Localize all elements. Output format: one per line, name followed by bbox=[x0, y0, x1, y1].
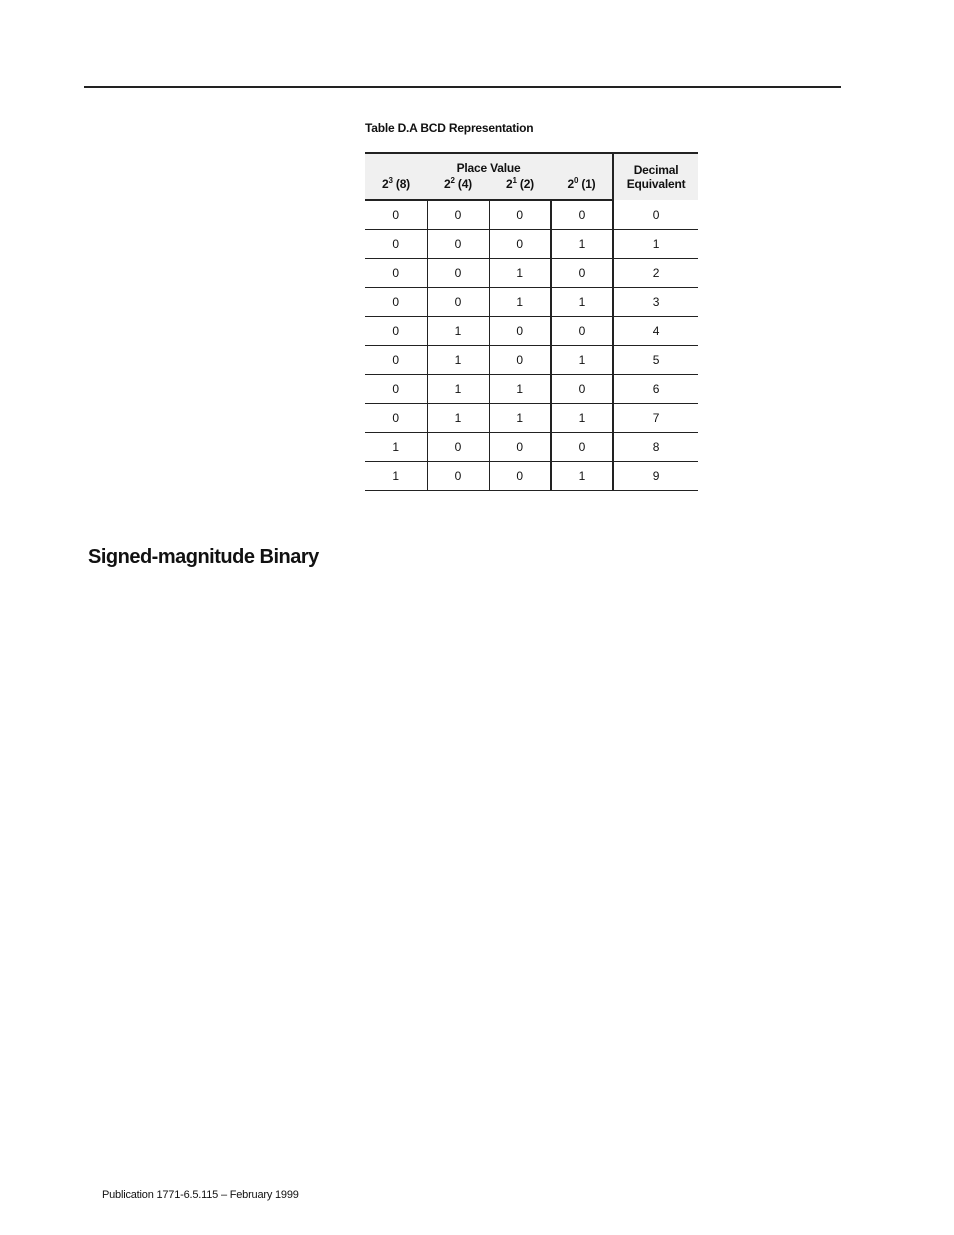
decimal-cell: 4 bbox=[613, 317, 698, 346]
bit-cell: 1 bbox=[427, 317, 489, 346]
table-caption: Table D.A BCD Representation bbox=[365, 121, 534, 135]
table-row bbox=[365, 346, 698, 375]
place-column-header: $2^3$ (8) bbox=[365, 175, 427, 200]
decimal-equivalent-header bbox=[613, 153, 698, 200]
table-row bbox=[365, 288, 698, 317]
bit-cell: 1 bbox=[551, 230, 613, 259]
bit-cell: 0 bbox=[551, 433, 613, 462]
decimal-cell: 8 bbox=[613, 433, 698, 462]
bit-cell: 0 bbox=[489, 346, 551, 375]
bit-cell: 1 bbox=[365, 433, 427, 462]
bit-cell: 1 bbox=[489, 259, 551, 288]
decimal-cell: 6 bbox=[613, 375, 698, 404]
table-row bbox=[365, 404, 698, 433]
bit-cell: 0 bbox=[489, 433, 551, 462]
bit-cell: 1 bbox=[427, 404, 489, 433]
bit-cell: 0 bbox=[365, 346, 427, 375]
bit-cell: 0 bbox=[365, 404, 427, 433]
bit-cell: 0 bbox=[365, 200, 427, 230]
bit-cell: 0 bbox=[489, 230, 551, 259]
bit-cell: 0 bbox=[427, 230, 489, 259]
bit-cell: 0 bbox=[427, 462, 489, 491]
table-body bbox=[365, 200, 698, 491]
bit-cell: 0 bbox=[365, 259, 427, 288]
bit-cell: 1 bbox=[551, 462, 613, 491]
table-row bbox=[365, 200, 698, 230]
table-row bbox=[365, 433, 698, 462]
bit-cell: 1 bbox=[551, 346, 613, 375]
publication-footer: Publication 1771-6.5.115 – February 1999 bbox=[102, 1189, 299, 1201]
table-row bbox=[365, 230, 698, 259]
bit-cell: 0 bbox=[489, 462, 551, 491]
place-column-header: $2^2$ (4) bbox=[427, 175, 489, 200]
decimal-cell: 1 bbox=[613, 230, 698, 259]
bit-cell: 1 bbox=[551, 288, 613, 317]
table-row bbox=[365, 317, 698, 346]
bit-cell: 1 bbox=[489, 404, 551, 433]
bit-cell: 0 bbox=[365, 230, 427, 259]
bit-cell: 0 bbox=[427, 200, 489, 230]
decimal-cell: 9 bbox=[613, 462, 698, 491]
bit-cell: 0 bbox=[551, 317, 613, 346]
bit-cell: 1 bbox=[551, 404, 613, 433]
decimal-cell: 3 bbox=[613, 288, 698, 317]
bit-cell: 1 bbox=[427, 375, 489, 404]
top-rule bbox=[84, 86, 841, 88]
decimal-header-line1: Decimal bbox=[633, 163, 679, 177]
decimal-cell: 0 bbox=[613, 200, 698, 230]
bit-cell: 1 bbox=[489, 288, 551, 317]
place-column-header: $2^0$ (1) bbox=[551, 175, 613, 200]
bit-cell: 0 bbox=[489, 317, 551, 346]
bit-cell: 0 bbox=[427, 433, 489, 462]
table-row bbox=[365, 259, 698, 288]
bit-cell: 1 bbox=[427, 346, 489, 375]
bit-cell: 0 bbox=[489, 200, 551, 230]
bit-cell: 0 bbox=[365, 288, 427, 317]
bit-cell: 0 bbox=[427, 288, 489, 317]
bit-cell: 1 bbox=[489, 375, 551, 404]
decimal-cell: 7 bbox=[613, 404, 698, 433]
bit-cell: 0 bbox=[551, 375, 613, 404]
place-value-header: Place Value bbox=[365, 153, 613, 175]
bit-cell: 1 bbox=[365, 462, 427, 491]
table-row bbox=[365, 375, 698, 404]
section-heading: Signed-magnitude Binary bbox=[88, 546, 319, 568]
bit-cell: 0 bbox=[551, 259, 613, 288]
decimal-cell: 2 bbox=[613, 259, 698, 288]
decimal-cell: 5 bbox=[613, 346, 698, 375]
table-row bbox=[365, 462, 698, 491]
bit-cell: 0 bbox=[551, 200, 613, 230]
bcd-table bbox=[365, 152, 698, 491]
bit-cell: 0 bbox=[427, 259, 489, 288]
decimal-header-line2: Equivalent bbox=[626, 177, 686, 191]
place-column-header: $2^1$ (2) bbox=[489, 175, 551, 200]
bit-cell: 0 bbox=[365, 375, 427, 404]
bit-cell: 0 bbox=[365, 317, 427, 346]
